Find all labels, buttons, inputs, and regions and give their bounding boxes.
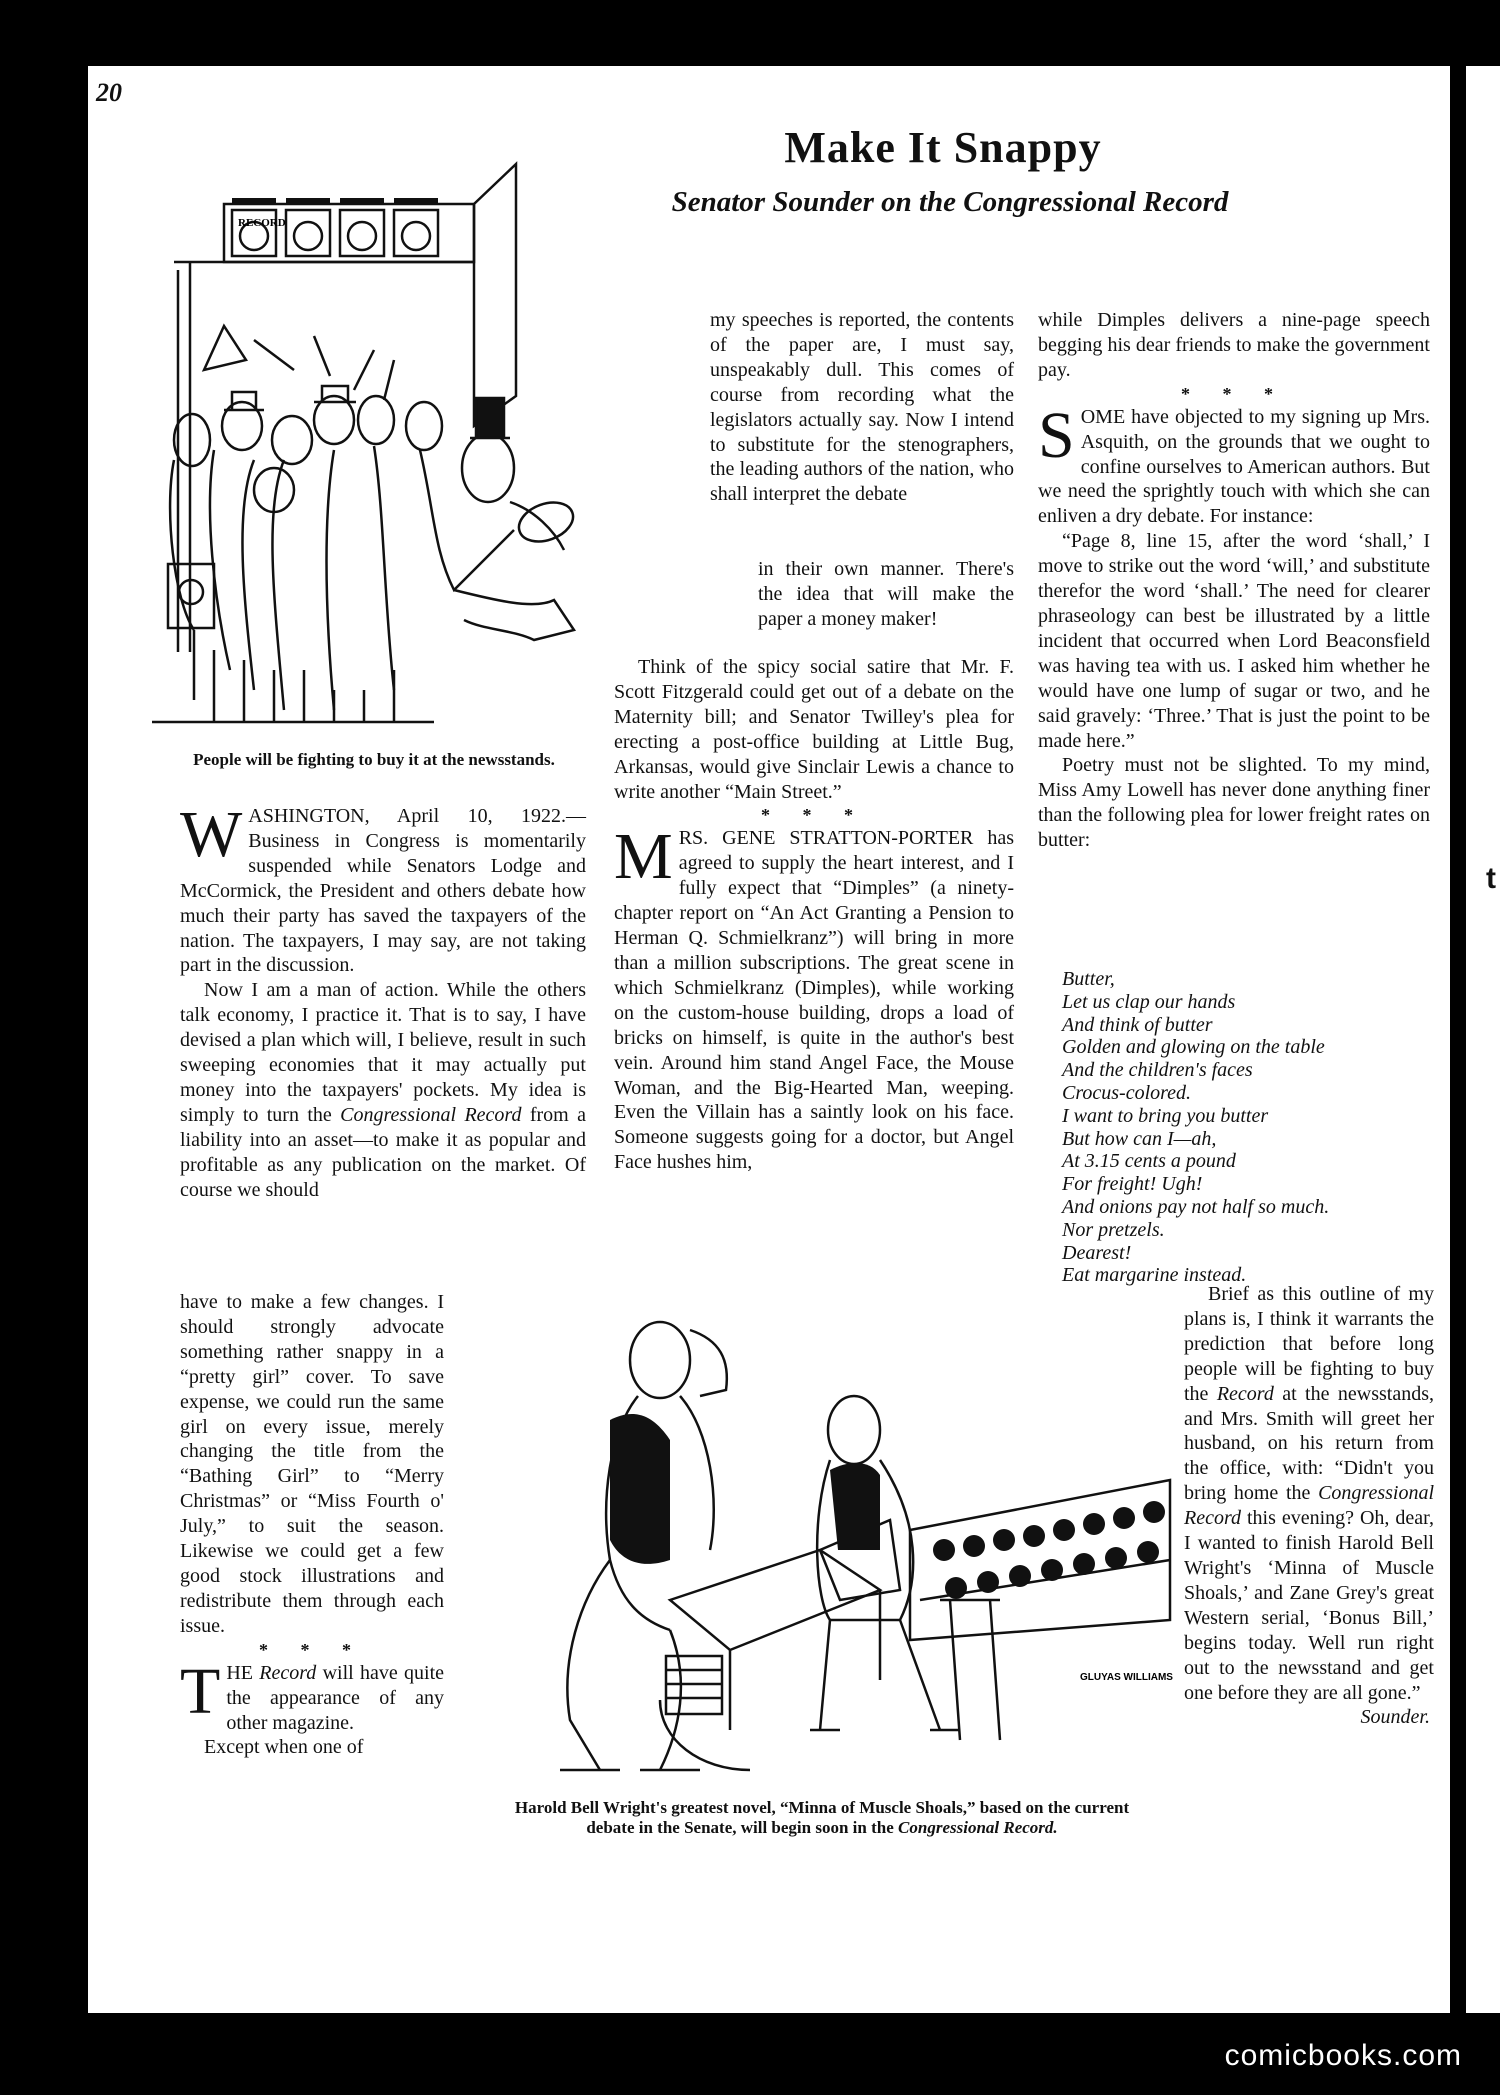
col1-paragraph-4a: HE <box>226 1661 260 1684</box>
drop-cap-w: W <box>180 798 243 871</box>
col2-paragraph-1: my speeches is reported, the contents of the paper are, I must say, unspeakably dull. This comes of course from recording what the legislators actually say. Now I intend to substitute for the stenographers, the leading authors of the nation, who shall interpret the debate <box>710 309 1014 506</box>
drop-cap-s: S <box>1038 398 1075 472</box>
poem-line: Butter, <box>1062 968 1115 990</box>
next-page-edge <box>1466 66 1500 2013</box>
col3-paragraph-5-italic-2: Congressional Record <box>1184 1482 1434 1530</box>
column-2 <box>614 655 1014 1175</box>
col1-paragraph-4-italic: Record <box>259 1661 317 1684</box>
col2-paragraph-1b: in their own manner. There's the idea that will make the paper a money maker! <box>758 558 1014 630</box>
col3-paragraph-5-italic: Record <box>1216 1382 1274 1405</box>
col3-paragraph-1: while Dimples delivers a nine-page speech begging his dear friends to make the government pay. <box>1038 309 1430 381</box>
col1-paragraph-5: Except when one of <box>204 1736 364 1759</box>
poem <box>1062 968 1442 1287</box>
poem-line: Golden and glowing on the table <box>1062 1036 1325 1059</box>
poem-line: For freight! Ugh! <box>1062 1173 1203 1196</box>
watermark: comicbooks.com <box>1224 2039 1462 2072</box>
poem-line: And onions pay not half so much. <box>1062 1195 1330 1218</box>
poem-line: But how can I—ah, <box>1062 1127 1217 1150</box>
col3-paragraph-3: “Page 8, line 15, after the word ‘shall,’ I move to strike out the word ‘will,’ and substitute therefor the word ‘shall.’ The need for clearer phraseology can best be illustrated by a little incident that occurred when Lord Beaconsfield was having tea with us. I asked him whether he would have one lump of sugar or two, and he said gravely: ‘Three.’ That is just the point to be made here.” <box>1038 530 1430 752</box>
artist-signature: GLUYAS WILLIAMS <box>1080 1672 1173 1683</box>
col1-paragraph-3: have to make a few changes. I should strongly advocate something rather snappy in a “pretty girl” cover. To save expense, we could run the same girl on every issue, merely changing the title from the “Bathing Girl” to “Merry Christmas” or “Miss Fourth o' July,” to suit the season. Likewise we could get a few good stock illustrations and redistribute them through each issue. <box>180 1291 444 1637</box>
column-3-lower <box>1184 1282 1434 1730</box>
poem-line: And the children's faces <box>1062 1059 1253 1082</box>
col1-paragraph-4b: will have quite the appearance of any other magazine. <box>226 1661 444 1734</box>
column-2-top <box>710 308 1014 507</box>
column-1 <box>180 798 586 1203</box>
article-title: Make It Snappy <box>784 123 1102 172</box>
caption-2-italic: Congressional Record. <box>898 1818 1058 1837</box>
col2-paragraph-3: RS. GENE STRATTON-PORTER has agreed to supply the heart interest, and I fully expect that “Dimples” (a ninety-chapter report on “An Act Granting a Pension to Herman Q. Schmielkranz”) will bring in more than a million subscriptions. The great scene in which Schmielkranz (Dimples), while working on the custom-house building, drops a load of bricks on himself, is quite in the author's best vein. Around him stand Angel Face, the Mouse Woman, and the Big-Hearted Man, weeping. Even the Villain has a saintly look on his face. Someone suggests going for a doctor, but Angel Face hushes him, <box>614 827 1014 1174</box>
col1-paragraph-2: Now I am a man of action. While the others talk economy, I practice it. That is to say, I have devised a plan which will, I believe, result in such sweeping economies that it may actually put money into the taxpayers' pockets. My idea is simply to turn the <box>180 979 586 1126</box>
author-signature: Sounder. <box>1360 1706 1430 1729</box>
poem-line: Eat margarine instead. <box>1062 1264 1247 1287</box>
poem-line: At 3.15 cents a pound <box>1062 1150 1236 1173</box>
illustration-caption-2 <box>512 1798 1132 1838</box>
col3-paragraph-2: OME have objected to my signing up Mrs. Asquith, on the grounds that we ought to confine ourselves to American authors. But we need the sprightly touch with which she can enliven a dry debate. For instance: <box>1038 405 1430 528</box>
column-3 <box>1038 308 1430 853</box>
page-number: 20 <box>96 78 122 107</box>
col1-paragraph-2-italic: Congressional Record <box>340 1103 522 1126</box>
col1-paragraph-1: ASHINGTON, April 10, 1922.—Business in Congress is momentarily suspended while Senators Lodge and McCormick, the President and others debate how much their party has saved the taxpayers of the nation. The taxpayers, I may say, are not taking part in the discussion. <box>180 805 586 977</box>
section-break: * * * <box>761 805 867 826</box>
col2-paragraph-2: Think of the spicy social satire that Mr. F. Scott Fitzgerald could get out of a debate on the Maternity bill; and Senator Twilley's plea for erecting a post-office building at Little Bug, Arkansas, would give Sinclair Lewis a chance to write another “Main Street.” <box>614 656 1014 803</box>
newsstand-crowd-illustration <box>134 130 608 742</box>
article-subtitle: Senator Sounder on the Congressional Record <box>671 186 1229 218</box>
illustration-caption-1: People will be fighting to buy it at the newsstands. <box>193 750 555 769</box>
poem-line: Nor pretzels. <box>1062 1218 1165 1241</box>
section-break: * * * <box>259 1639 365 1660</box>
poem-line: Let us clap our hands <box>1062 990 1236 1013</box>
col3-paragraph-4: Poetry must not be slighted. To my mind, Miss Amy Lowell has never done anything finer than the following plea for lower freight rates on butter: <box>1038 754 1430 852</box>
section-break: * * * <box>1181 383 1287 404</box>
column-1-lower <box>180 1290 444 1760</box>
col3-paragraph-5b: at the newsstands, and Mrs. Smith will greet her husband, on his return from the office, with: “Didn't you bring home the <box>1184 1382 1434 1505</box>
next-page-glyph: t <box>1486 862 1496 895</box>
senate-debate-illustration <box>520 1300 1180 1800</box>
poem-line: Crocus-colored. <box>1062 1081 1192 1104</box>
poem-line: And think of butter <box>1062 1013 1213 1036</box>
drop-cap-t: T <box>180 1654 221 1728</box>
column-2-mid <box>640 557 1014 632</box>
col3-paragraph-5c: this evening? Oh, dear, I wanted to finish Harold Bell Wright's ‘Minna of Muscle Shoals,’ and Zane Grey's great Western serial, ‘Bonus Bill,’ begins today. Well run right out to the newsstand and get one before they are all gone.” <box>1184 1507 1434 1704</box>
col1-paragraph-2b: from a liability into an asset—to make it as popular and profitable as any publication on the market. Of course we should <box>180 1103 586 1201</box>
poem-line: Dearest! <box>1062 1241 1132 1264</box>
col3-paragraph-5a: Brief as this outline of my plans is, I think it warrants the prediction that before long people will be fighting to buy the <box>1184 1283 1434 1405</box>
sign-record-text: RECORD <box>238 217 286 229</box>
poem-line: I want to bring you butter <box>1062 1104 1269 1127</box>
caption-2-text: Harold Bell Wright's greatest novel, “Minna of Muscle Shoals,” based on the current debate in the Senate, will begin soon in the <box>514 1798 1130 1837</box>
drop-cap-m: M <box>614 820 673 894</box>
